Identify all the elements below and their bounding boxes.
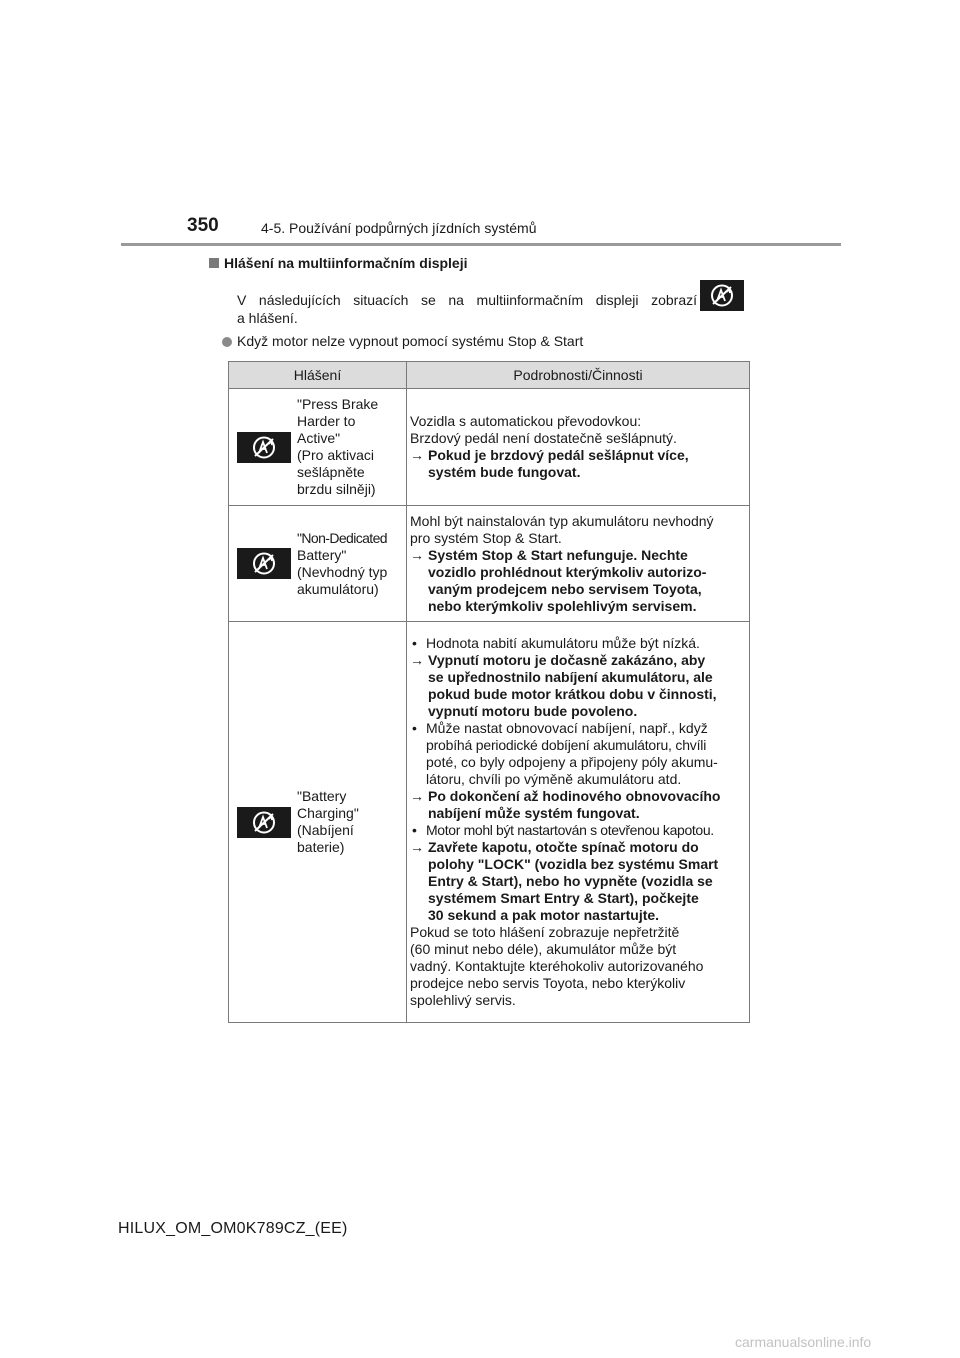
message-cell: [229, 506, 407, 622]
message-cell: [229, 389, 407, 506]
square-bullet-icon: [209, 258, 219, 268]
message-text: "Press Brake Harder to Active" (Pro aktivaci sešlápněte brzdu silněji): [297, 396, 379, 497]
stop-start-off-icon: [700, 280, 744, 311]
table-row: [229, 622, 750, 1023]
section-title: 4-5. Používání podpůrných jízdních systémů: [261, 220, 537, 236]
list-item: • Motor mohl být nastartován s otevřenou kapotou.: [412, 822, 714, 838]
stop-start-off-icon: [237, 432, 291, 463]
table-row: [229, 389, 750, 506]
page-number: 350: [187, 215, 219, 236]
arrow-icon: →: [410, 788, 424, 804]
bullet-text: Když motor nelze vypnout pomocí systému Stop & Start: [237, 333, 584, 349]
list-item: • Může nastat obnovovací nabíjení, např., když probíhá periodické dobíjení akumulátoru, chvíli poté, co byly odpojeny a připojeny póly akumu- látoru, chvíli po výměně akumulátoru atd.: [412, 720, 718, 787]
message-text: "Non-Dedicated Battery" (Nevhodný typ akumulátoru): [297, 529, 388, 597]
message-cell: [229, 622, 407, 1023]
round-bullet-icon: [222, 337, 232, 347]
message-text: "Battery Charging" (Nabíjení baterie): [297, 788, 359, 855]
column-header-message: Hlášení: [229, 362, 407, 389]
arrow-icon: →: [410, 652, 424, 668]
details-cell: [407, 622, 750, 1023]
detail-text: vadný. Kontaktujte kteréhokoliv autorizovaného: [410, 958, 704, 974]
action-item: → Zavřete kapotu, otočte spínač motoru do polohy "LOCK" (vozidla bez systému Smart Entry & Start), nebo ho vypněte (vozidla se systémem Smart Entry & Start), počkejte 30 sekund a pak motor nastartujte.: [410, 839, 719, 923]
footer-code: HILUX_OM_OM0K789CZ_(EE): [118, 1220, 348, 1237]
action-item: → Po dokončení až hodinového obnovovacího nabíjení může systém fungovat.: [410, 788, 721, 821]
intro-text: V následujících situacích se na multiinformačním displeji zobrazí: [237, 292, 697, 308]
table-header-row: [229, 362, 750, 389]
detail-text: prodejce nebo servis Toyota, nebo kterýkoliv: [410, 975, 686, 991]
action-item: → Systém Stop & Start nefunguje. Nechte vozidlo prohlédnout kterýmkoliv autorizo- vaným prodejcem nebo servisem Toyota, nebo kterýmkoliv spolehlivým servisem.: [410, 546, 707, 614]
arrow-icon: →: [410, 546, 424, 563]
action-item: → Pokud je brzdový pedál sešlápnut více, systém bude fungovat.: [410, 447, 689, 480]
subheading: [209, 255, 468, 271]
details-cell: [407, 506, 750, 622]
detail-text: Pokud se toto hlášení zobrazuje nepřetržitě: [410, 924, 680, 940]
watermark: carmanualsonline.info: [735, 1334, 872, 1350]
action-item: → Vypnutí motoru je dočasně zakázáno, aby se upřednostnilo nabíjení akumulátoru, ale pokud bude motor krátkou dobu v činnosti, vypnutí motoru bude povoleno.: [410, 652, 717, 719]
subheading-text: Hlášení na multiinformačním displeji: [224, 255, 468, 271]
intro-text-2: a hlášení.: [237, 310, 298, 326]
stop-start-off-icon: [237, 807, 291, 838]
details-cell: [407, 389, 750, 506]
bullet-item: [222, 333, 583, 349]
detail-text: (60 minut nebo déle), akumulátor může být: [410, 941, 677, 957]
list-item: • Hodnota nabití akumulátoru může být nízká.: [412, 635, 700, 651]
column-header-details: Podrobnosti/Činnosti: [407, 362, 750, 389]
detail-text: Vozidla s automatickou převodovkou:: [410, 413, 642, 429]
detail-text: Brzdový pedál není dostatečně sešlápnutý.: [410, 430, 677, 446]
message-table: [228, 361, 750, 1023]
arrow-icon: →: [410, 839, 424, 855]
detail-text: Mohl být nainstalován typ akumulátoru nevhodný: [410, 512, 714, 529]
header-rule: [121, 243, 841, 246]
arrow-icon: →: [410, 447, 424, 463]
detail-text: pro systém Stop & Start.: [410, 529, 562, 546]
detail-text: spolehlivý servis.: [410, 992, 516, 1008]
table-row: [229, 506, 750, 622]
stop-start-off-icon: [237, 548, 291, 579]
